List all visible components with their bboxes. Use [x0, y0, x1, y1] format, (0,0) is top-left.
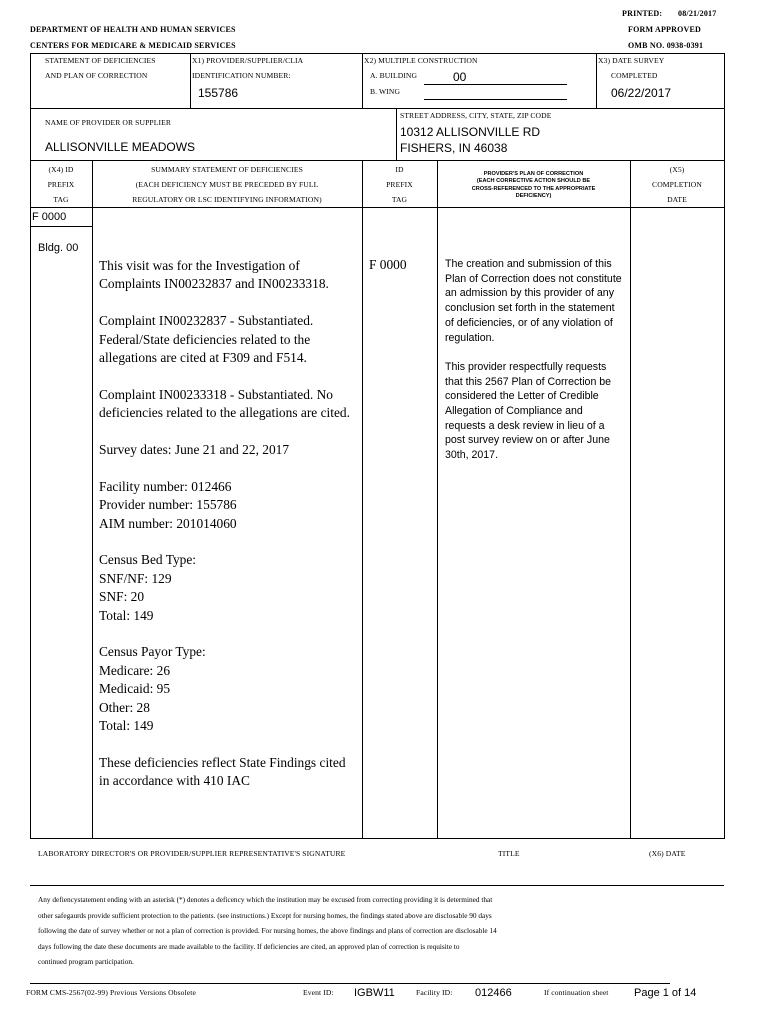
x6-date-label: (X6) DATE: [649, 849, 686, 858]
plan-of-correction: [445, 257, 625, 478]
department-title: DEPARTMENT OF HEALTH AND HUMAN SERVICES: [30, 25, 236, 34]
summary-paragraph: This visit was for the Investigation of Complaints IN00232837 and IN00233318.: [99, 258, 329, 292]
address-line1: 10312 ALLISONVILLE RD: [400, 125, 541, 139]
x5-label-line3: DATE: [667, 195, 687, 204]
signature-label: LABORATORY DIRECTOR'S OR PROVIDER/SUPPLIER REPRESENTATIVE'S SIGNATURE: [38, 849, 346, 858]
facility-id-value: 012466: [475, 987, 512, 999]
right-tag: F 0000: [369, 257, 407, 272]
x2-label: X2) MULTIPLE CONSTRUCTION: [364, 56, 478, 65]
event-id-value: IGBW11: [354, 987, 395, 999]
x4-label-line3: TAG: [53, 195, 69, 204]
x4-label-line1: (X4) ID: [48, 165, 74, 174]
printed-date: 08/21/2017: [678, 9, 717, 18]
survey-date-value: 06/22/2017: [611, 86, 672, 100]
summary-paragraph: These deficiencies reflect State Findings cited in accordance with 410 IAC: [99, 754, 346, 789]
continuation-label: If continuation sheet: [544, 988, 609, 997]
plan-paragraph: The creation and submission of this Plan of Correction does not constitute an admission by this provider of any conclusion set forth in the statement of deficiencies, or of any violation of regulation.: [445, 258, 622, 344]
summary-label-line3: REGULATORY OR LSC IDENTIFYING INFORMATION): [132, 195, 322, 204]
building-value: 00: [453, 70, 467, 84]
disclaimer-line: other safegaurds provide sufficient protection to the patients. (see instructions.) Except for nursing homes, the findings stated above are disclosable 90 days: [38, 910, 492, 920]
x4-label-line2: PREFIX: [47, 180, 75, 189]
summary-paragraph: Census Payor Type: Medicare: 26 Medicaid: 95 Other: 28 Total: 149: [99, 644, 206, 734]
left-tag: F 0000: [32, 211, 67, 223]
disclaimer-line: following the date of survey whether or not a plan of correction is provided. For nursing homes, the above findings and plans of correction are disclosable 14: [38, 926, 497, 936]
x3-label-line1: X3) DATE SURVEY: [598, 56, 665, 65]
id-label-line2: PREFIX: [386, 180, 413, 189]
address-label: STREET ADDRESS, CITY, STATE, ZIP CODE: [400, 111, 552, 120]
page-number: Page 1 of 14: [634, 987, 697, 999]
disclaimer-line: days following the date these documents are made available to the facility. If deficiencies are cited, an approved plan of correction is requisite to: [38, 941, 460, 951]
plan-label: PROVIDER'S PLAN OF CORRECTION (EACH CORRECTIVE ACTION SHOULD BE CROSS-REFERENCED TO THE APPROPRIATE DEFICIENCY): [471, 171, 596, 200]
id-label-line3: TAG: [391, 195, 408, 204]
disclaimer-line: continued program participation.: [38, 957, 134, 967]
building-tag: Bldg. 00: [38, 242, 79, 254]
form-approved: FORM APPROVED: [628, 25, 702, 34]
centers-title: CENTERS FOR MEDICARE & MEDICAID SERVICES: [30, 41, 236, 50]
summary-paragraph: Facility number: 012466 Provider number: 155786 AIM number: 201014060: [99, 478, 237, 531]
provider-name-label: NAME OF PROVIDER OR SUPPLIER: [45, 118, 172, 127]
provider-name-value: ALLISONVILLE MEADOWS: [45, 140, 196, 154]
x5-label-line2: COMPLETION: [652, 180, 702, 189]
event-id-label: Event ID:: [303, 988, 334, 997]
x1-label-line2: IDENTIFICATION NUMBER:: [192, 71, 291, 80]
statement-label-line1: STATEMENT OF DEFICIENCIES: [45, 56, 156, 65]
omb-number: OMB NO. 0938-0391: [628, 41, 704, 50]
id-label-line1: ID: [395, 165, 404, 174]
summary-paragraph: Census Bed Type: SNF/NF: 129 SNF: 20 Total: 149: [99, 552, 197, 623]
summary-paragraph: Survey dates: June 21 and 22, 2017: [99, 442, 290, 458]
statement-label-line2: AND PLAN OF CORRECTION: [45, 71, 148, 80]
provider-id-value: 155786: [198, 86, 239, 100]
summary-statement: [99, 257, 359, 809]
summary-paragraph: Complaint IN00233318 - Substantiated. No deficiencies related to the allegations are cited.: [99, 386, 350, 421]
wing-label: B. WING: [370, 87, 401, 96]
plan-paragraph: This provider respectfully requests that this 2567 Plan of Correction be considered the Letter of Credible Allegation of Compliance and requests a desk review in lieu of a post survey review on or after June 30th, 2017.: [445, 360, 612, 462]
disclaimer-line: Any defiencystatement ending with an asterisk (*) denotes a deficency which the institution may be excused from correcting providing it is determined that: [38, 895, 493, 904]
form-number: FORM CMS-2567(02-99) Previous Versions Obsolete: [26, 988, 196, 997]
summary-label-line1: SUMMARY STATEMENT OF DEFICIENCIES: [151, 165, 303, 174]
x5-label-line1: (X5): [669, 165, 685, 174]
address-line2: FISHERS, IN 46038: [400, 141, 508, 155]
x1-label-line1: X1) PROVIDER/SUPPLIER/CLIA: [192, 56, 304, 65]
summary-paragraph: Complaint IN00232837 - Substantiated. Federal/State deficiencies related to the allegations are cited at F309 and F514.: [99, 313, 314, 366]
building-label: A. BUILDING: [370, 71, 418, 80]
x3-label-line2: COMPLETED: [611, 71, 658, 80]
facility-id-label: Facility ID:: [416, 988, 453, 997]
title-label: TITLE: [498, 849, 520, 858]
summary-label-line2: (EACH DEFICIENCY MUST BE PRECEDED BY FULL: [135, 180, 319, 189]
disclaimer: [38, 892, 718, 970]
printed-label: PRINTED:: [622, 9, 663, 18]
